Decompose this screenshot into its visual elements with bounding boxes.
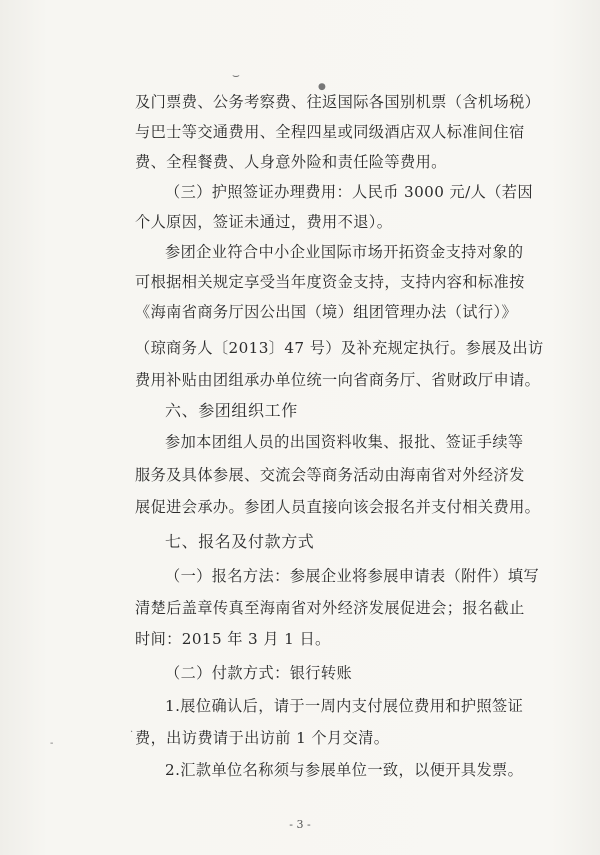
paragraph-line: 与巴士等交通费用、全程四星或同级酒店双人标准间住宿 [135, 123, 525, 141]
paragraph-line: （一）报名方法：参展企业将参展申请表（附件）填写 [165, 567, 540, 585]
paragraph-line: 2.汇款单位名称须与参展单位一致，以便开具发票。 [165, 761, 524, 779]
scan-mark: ⌣ [232, 68, 240, 82]
paragraph-line: （琼商务人〔2013〕47 号）及补充规定执行。参展及出访 [135, 339, 544, 357]
scan-dot: ● [318, 82, 326, 92]
scan-dot: - [50, 738, 54, 749]
paragraph-line: （三）护照签证办理费用：人民币 3000 元/人（若因 [165, 183, 533, 201]
paragraph-line: 展促进会承办。参团人员直接向该会报名并支付相关费用。 [135, 498, 541, 516]
section-heading: 六、参团组织工作 [165, 401, 298, 420]
section-heading: 七、报名及付款方式 [165, 532, 315, 551]
paragraph-line: 服务及具体参展、交流会等商务活动由海南省对外经济发 [135, 466, 525, 484]
paragraph-line: 个人原因，签证未通过，费用不退）。 [135, 213, 393, 231]
paragraph-line: 参加本团组人员的出国资料收集、报批、签证手续等 [165, 433, 524, 451]
page-number: - 3 - [289, 818, 311, 831]
paragraph-line: 费，出访费请于出访前 1 个月交清。 [135, 729, 390, 747]
paragraph-line: 《海南省商务厅因公出国（境）组团管理办法（试行）》 [135, 303, 518, 321]
paragraph-line: 费用补贴由团组承办单位统一向省商务厅、省财政厅申请。 [135, 371, 541, 389]
paragraph-line: 1.展位确认后，请于一周内支付展位费用和护照签证 [165, 697, 524, 715]
scan-dot: · [130, 727, 134, 738]
paragraph-line: （二）付款方式：银行转账 [165, 664, 353, 682]
paragraph-line: 清楚后盖章传真至海南省对外经济发展促进会；报名截止 [135, 599, 525, 617]
paragraph-line: 参团企业符合中小企业国际市场开拓资金支持对象的 [165, 243, 524, 261]
paragraph-line: 费、全程餐费、人身意外险和责任险等费用。 [135, 153, 447, 171]
paragraph-line: 可根据相关规定享受当年度资金支持，支持内容和标准按 [135, 273, 525, 291]
paragraph-line: 及门票费、公务考察费、往返国际各国别机票（含机场税） [135, 93, 541, 111]
paragraph-line: 时间：2015 年 3 月 1 日。 [135, 630, 331, 648]
